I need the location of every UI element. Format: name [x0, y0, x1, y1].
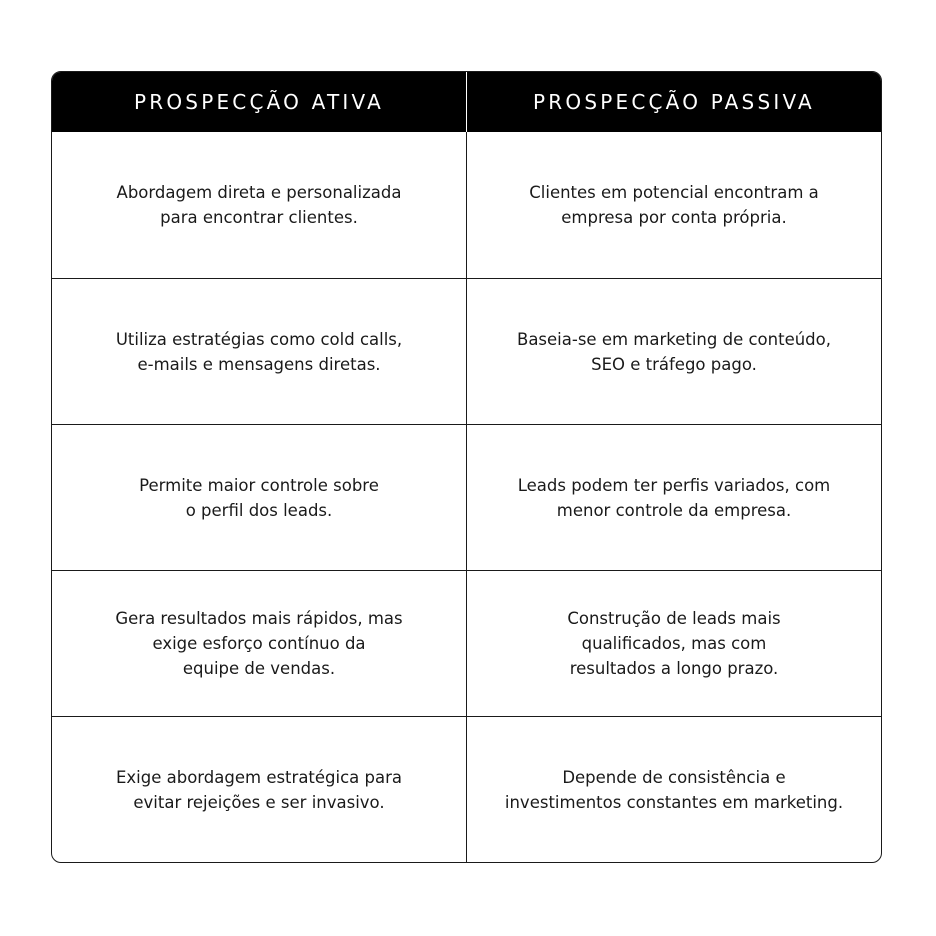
table-cell-ativa: Abordagem direta e personalizada para encontrar clientes. [116, 183, 402, 227]
header-prospeccao-ativa: PROSPECÇÃO ATIVA [134, 90, 384, 114]
comparison-table [51, 71, 882, 863]
table-cell-passiva: Depende de consistência e investimentos constantes em marketing. [466, 717, 881, 862]
header-prospeccao-passiva: PROSPECÇÃO PASSIVA [466, 72, 881, 132]
table-row [52, 716, 881, 862]
table-cell-ativa: Exige abordagem estratégica para evitar rejeições e ser invasivo. [115, 767, 403, 812]
table-cell-ativa: Permite maior controle sobre o perfil dos leads. [139, 475, 379, 520]
table-row [52, 132, 881, 278]
table-row [52, 424, 881, 570]
table-cell-passiva: Construção de leads mais qualificados, mas com resultados a longo prazo. [466, 571, 881, 716]
table-cell-ativa: Utiliza estratégias como cold calls, e-mails e mensagens diretas. [115, 329, 403, 374]
table-row [52, 278, 881, 424]
table-cell-passiva: Baseia-se em marketing de conteúdo, SEO e tráfego pago. [466, 279, 881, 424]
table-header [52, 72, 881, 132]
table-cell-passiva: Clientes em potencial encontram a empresa por conta própria. [466, 132, 881, 278]
table-row [52, 570, 881, 716]
table-cell-ativa: Gera resultados mais rápidos, mas exige esforço contínuo da equipe de vendas. [115, 609, 403, 678]
table-cell-passiva: Leads podem ter perfis variados, com menor controle da empresa. [466, 425, 881, 570]
